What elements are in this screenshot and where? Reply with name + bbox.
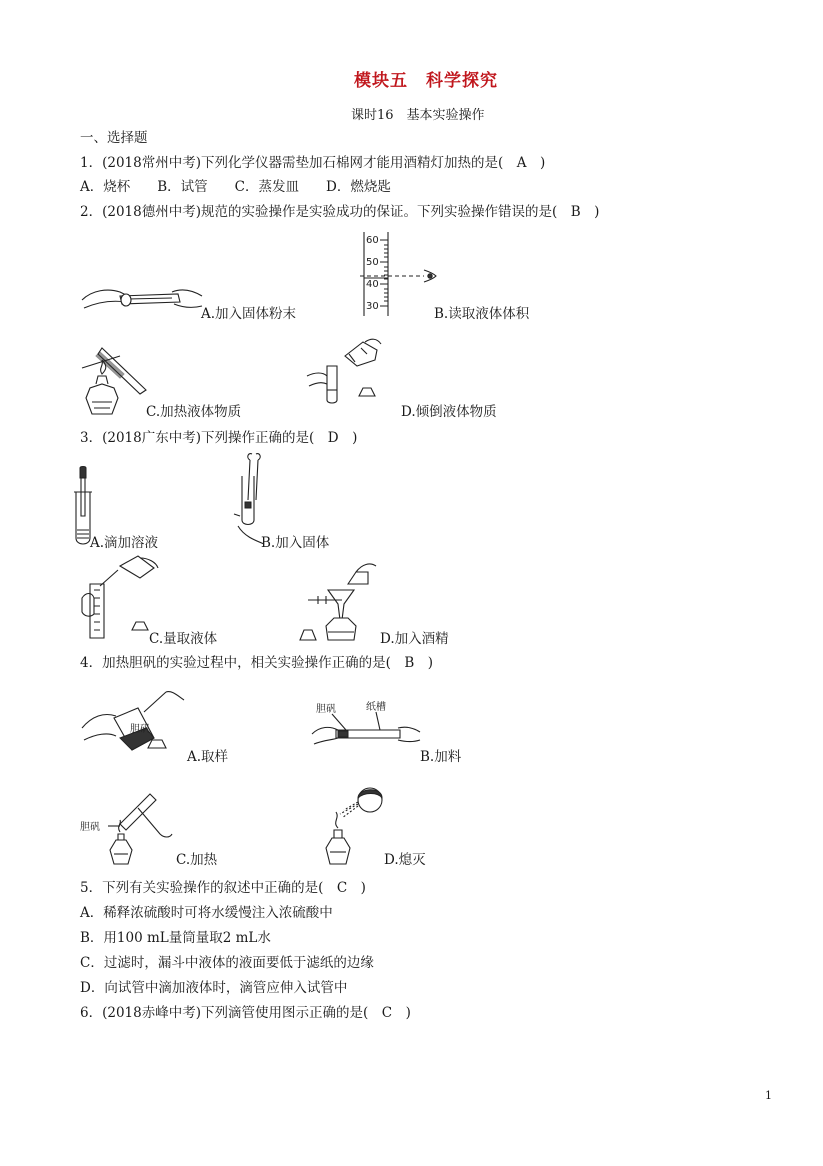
- q2-d-figure: [305, 336, 385, 408]
- q3-d-figure: [298, 560, 380, 642]
- q5-stem: 5．下列有关实验操作的叙述中正确的是( C ): [80, 880, 366, 896]
- q5-option-d: D．向试管中滴加液体时，滴管应伸入试管中: [80, 980, 348, 996]
- q4-d-figure: [322, 786, 386, 866]
- q1-options: A．烧杯 B．试管 C．蒸发皿 D．燃烧匙: [80, 179, 391, 195]
- scale-label: 40: [366, 279, 379, 290]
- q3-stem: 3．(2018广东中考)下列操作正确的是( D ): [80, 430, 358, 446]
- q3-option-d: D.加入酒精: [380, 631, 449, 647]
- q4-c-figure: [80, 790, 180, 866]
- q5-option-c: C．过滤时，漏斗中液体的液面要低于滤纸的边缘: [80, 955, 374, 971]
- q4-stem: 4．加热胆矾的实验过程中，相关实验操作正确的是( B ): [80, 655, 434, 671]
- eye-icon: [424, 270, 436, 282]
- tag-zhicao: 纸槽: [366, 702, 386, 713]
- q4-option-d: D.熄灭: [384, 852, 426, 868]
- tag-danfan: 胆矾: [316, 704, 336, 715]
- page-number: 1: [765, 1089, 772, 1102]
- q2-b-figure: [360, 232, 440, 316]
- q3-option-b: B.加入固体: [261, 535, 330, 551]
- page-subtitle: 课时16 基本实验操作: [351, 108, 485, 123]
- q2-c-figure: [80, 340, 150, 416]
- q6-stem: 6．(2018赤峰中考)下列滴管使用图示正确的是( C ): [80, 1005, 411, 1021]
- q4-option-c: C.加热: [176, 852, 218, 868]
- q2-a-figure: [80, 282, 205, 322]
- bottle-label: 胆矾: [130, 724, 150, 735]
- scale-label: 60: [366, 235, 379, 246]
- q4-a-figure: [80, 690, 188, 764]
- q1-stem: 1．(2018常州中考)下列化学仪器需垫加石棉网才能用酒精灯加热的是( A ): [80, 155, 546, 171]
- person-head-icon: [358, 788, 382, 812]
- q2-option-d: D.倾倒液体物质: [401, 404, 497, 420]
- q3-option-a: A.滴加溶液: [90, 535, 159, 551]
- q2-option-a: A.加入固体粉末: [201, 306, 297, 322]
- q5-option-b: B．用100 mL量筒量取2 mL水: [80, 930, 271, 946]
- q4-option-a: A.取样: [187, 749, 229, 765]
- q4-b-figure: [310, 700, 422, 756]
- q3-option-c: C.量取液体: [149, 631, 218, 647]
- q3-c-figure: [80, 556, 160, 642]
- q4-option-b: B.加料: [420, 749, 462, 765]
- section-heading: 一、选择题: [80, 130, 148, 146]
- scale-label: 50: [366, 257, 379, 268]
- q2-option-b: B.读取液体体积: [434, 306, 530, 322]
- page-title: 模块五 科学探究: [354, 71, 498, 91]
- tag-danfan: 胆矾: [80, 822, 100, 833]
- q2-option-c: C.加热液体物质: [146, 404, 242, 420]
- q2-stem: 2．(2018德州中考)规范的实验操作是实验成功的保证。下列实验操作错误的是( B ): [80, 204, 600, 220]
- scale-label: 30: [366, 301, 379, 312]
- q5-option-a: A．稀释浓硫酸时可将水缓慢注入浓硫酸中: [80, 905, 333, 921]
- cylinder-scale-ticks: [380, 240, 388, 306]
